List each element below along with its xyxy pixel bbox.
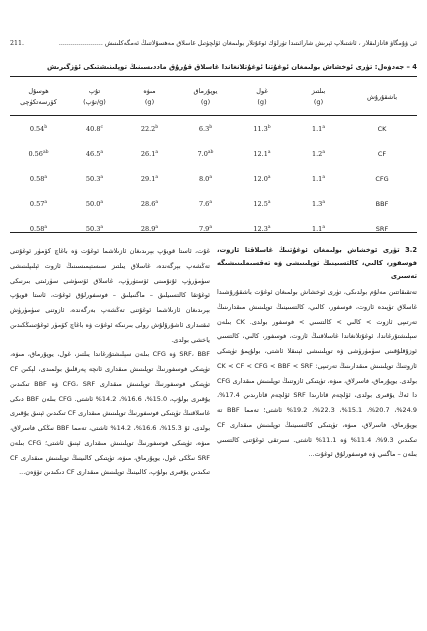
cell-value: SRF <box>375 225 389 234</box>
table-body <box>10 116 417 242</box>
cell-value: 50.3 <box>85 225 101 234</box>
table-cell <box>290 166 347 191</box>
significance-letter: ab <box>207 149 214 155</box>
cell-value: 11.3 <box>253 124 268 133</box>
right-column <box>217 244 417 462</box>
row-label <box>347 217 417 242</box>
column-header: تۇپ (g/تۇپ) <box>83 87 106 106</box>
cell-value: CK <box>377 124 387 133</box>
cell-value: 46.5 <box>85 149 101 158</box>
cell-value: 7.9 <box>198 225 210 234</box>
cell-value: 1.1 <box>311 175 323 184</box>
cell-value: 50.0 <box>85 200 101 209</box>
table-cell <box>67 116 122 141</box>
cell-value: 0.56 <box>28 149 43 158</box>
data-table <box>10 78 417 242</box>
cell-value: 1.1 <box>311 124 323 133</box>
cell-value: 40.8 <box>85 124 101 133</box>
table-cell <box>234 116 290 141</box>
table-cell <box>290 192 347 217</box>
cell-value: 1.3 <box>311 200 323 209</box>
table-cell <box>122 116 177 141</box>
significance-letter: a <box>44 225 48 231</box>
table-cell <box>290 141 347 166</box>
table-cell <box>234 217 290 242</box>
cell-value: BBF <box>375 200 389 209</box>
table-cell <box>177 141 234 166</box>
significance-letter: c <box>100 124 103 130</box>
column-header: مىۋە (g) <box>143 87 156 106</box>
table-cell <box>177 166 234 191</box>
table-cell <box>10 141 67 166</box>
cell-value: 12.3 <box>253 225 268 234</box>
significance-letter: b <box>267 124 271 130</box>
row-label <box>347 116 417 141</box>
table-cell <box>234 166 290 191</box>
running-head <box>10 38 417 50</box>
cell-value: CFG <box>375 174 389 183</box>
significance-letter: a <box>209 200 213 206</box>
cell-value: 12.5 <box>253 200 268 209</box>
significance-letter: a <box>267 149 271 155</box>
paragraph: SRF، BBF ۋە CFG بىلەن سېلىشتۇرغاندا يىلتىز، غول، يوپۇرماق، مىۋە، تۈپتىكى فوسفورنىڭ توپلىنىش مىقدارى ئانچە پەرقلىق بولمىدى، لېكىن CF تۈپتىكى فوسفورنىڭ توپلىنىش مىقدارى CFG، SRF ۋە BBF تىكىدىن يۇقىرى بولۇپ، 15.0%، 16.6%، 14.2% ئاشتى. CFG بىلەن BBF دىكى غاسلاقنىڭ تۈپتىكى فوسفورنىڭ توپلىنىش مىقدارى CF تىكىدىن ئېنىق يۇقىرى بولدى، ئۇ 15.3%، 16.6%، 14.2% ئاشتى، تەمما BBF نىڭكى فاسرلاق، مىۋە، تۈپتىكى فوسفورنىڭ توپلىنىش مىقدارى ئېنىق ئاشتى؛ CFG بىلەن SRF نىڭكى غول، يوپۇرماق، مىۋە، تۈپتىكى كالىينىڭ توپلىنىش مىقدارى CF تىكىدىن يۇقىرى بولۇپ، كالىينىڭ توپلىنىش مىقدارى CF دىكىدىن تۆۋەن... <box>10 350 211 477</box>
row-label <box>347 192 417 217</box>
significance-letter: a <box>209 225 213 231</box>
table-cell <box>177 192 234 217</box>
left-column <box>10 244 210 480</box>
column-header: ھوسۇل كۆرسەتكۈچى <box>20 87 57 106</box>
cell-value: 8.0 <box>198 175 210 184</box>
cell-value: 1.1 <box>311 225 323 234</box>
column-header: بىلتىز (g) <box>311 87 326 106</box>
table-cell <box>122 217 177 242</box>
significance-letter: a <box>155 200 159 206</box>
table-row <box>10 166 417 191</box>
significance-letter: a <box>155 225 159 231</box>
significance-letter: b <box>44 124 48 130</box>
table-cell <box>234 192 290 217</box>
cell-value: 0.58 <box>29 175 45 184</box>
table-cell <box>67 141 122 166</box>
running-title: ئى ۋۇمگاۋ قانازلىقلار ، ئاشتىلاپ ئېرىش شارائىتىدا تۈرلۈك ئوغۇتلار بولىمغان ئۆلچۈتىل غاسلاق مەھسۇلاتنىڭ ئەمگەكلىنىش ...................... <box>58 40 417 47</box>
cell-value: 1.2 <box>311 149 323 158</box>
table-cell <box>67 192 122 217</box>
cell-value: 0.58 <box>29 225 45 234</box>
cell-value: 7.0 <box>197 149 208 158</box>
paragraph: غۇت، ئاستا قويۇپ بېرىدىغان ئازىلاشما ئوغۇت ۋە باغاچ كۆمۈر ئوغۇتنى تەڭشەپ بېرگەندە، غاسلاق يىلتىز سىستېمىسىنىڭ ئازوت ئېلىپلىنىشى سۈمۈرۈپ ئۇنۇمىنى ئۆستۈرۈپ، غاسلاق ئۆسۈشى سۈرئىتى بىرنىكى ئوغۇتقا كالتسىيلىق – ماگنىيلىق – فوسفورلۇق ئوغۇت، ئاستا قويۇپ بېرىدىغان ئازىلاشما ئوغۇتنى تەڭشەپ بەرگەندە، ئازوتنى سۈمۈرۈش ئىقتىدارى ئاشۇرۇلۇش رولى بىرنىكە ئوغۇت ۋە باغاچ كۆمۈر ئوغۇتىنىڭكىدىن ياخشى بولدى. <box>10 247 210 344</box>
significance-letter: a <box>267 225 271 231</box>
table-cell <box>10 217 67 242</box>
cell-value: 12.1 <box>253 149 268 158</box>
table-row <box>10 116 417 141</box>
table-row <box>10 141 417 166</box>
cell-value: 22.2 <box>140 124 156 133</box>
significance-letter: ab <box>42 149 49 155</box>
significance-letter: a <box>100 174 104 180</box>
cell-value: 0.54 <box>29 124 45 133</box>
table-cell <box>10 166 67 191</box>
significance-letter: a <box>100 200 104 206</box>
table-cell <box>67 217 122 242</box>
table-cell <box>10 192 67 217</box>
cell-value: 50.3 <box>85 175 101 184</box>
cell-value: 26.1 <box>140 149 156 158</box>
table-cell <box>290 116 347 141</box>
significance-letter: a <box>322 124 326 130</box>
significance-letter: a <box>322 174 326 180</box>
table-cell <box>122 141 177 166</box>
row-label <box>347 166 417 191</box>
table-cell <box>234 141 290 166</box>
table-cell <box>10 116 67 141</box>
cell-value: 7.6 <box>198 200 210 209</box>
significance-letter: a <box>322 225 326 231</box>
cell-value: CF <box>377 149 387 158</box>
cell-value: 6.3 <box>198 124 210 133</box>
column-header: غول (g) <box>256 87 268 106</box>
significance-letter: b <box>209 124 213 130</box>
cell-value: 28.6 <box>140 200 156 209</box>
row-label <box>347 141 417 166</box>
significance-letter: a <box>267 174 271 180</box>
significance-letter: a <box>155 174 159 180</box>
column-header: باشقۇرۇش <box>366 92 398 101</box>
significance-letter: a <box>322 200 326 206</box>
table-row <box>10 217 417 242</box>
column-header: يوپۇرماق (g) <box>193 87 218 106</box>
significance-letter: a <box>100 149 104 155</box>
significance-letter: a <box>44 174 48 180</box>
cell-value: 0.57 <box>29 200 45 209</box>
significance-letter: a <box>322 149 326 155</box>
table-cell <box>177 116 234 141</box>
table-cell <box>122 166 177 191</box>
table-row <box>10 192 417 217</box>
table-header-row <box>10 78 417 116</box>
significance-letter: a <box>155 149 159 155</box>
significance-letter: a <box>209 174 213 180</box>
cell-value: 28.9 <box>140 225 156 234</box>
table-cell <box>290 217 347 242</box>
table-cell <box>67 166 122 191</box>
section-heading: 3.2 تۈرى ئوخشاش بولىمغان ئوغۇتنىڭ غاسلاقتا ئازوت، فوسفور، كالىي، كالتسىينىڭ توپلىنىشى ۋە تەقسىملىنىشىگە تەسىرى <box>217 246 417 280</box>
page-number: .211 <box>10 40 25 47</box>
significance-letter: a <box>100 225 104 231</box>
table-cell <box>177 217 234 242</box>
significance-letter: b <box>155 124 159 130</box>
table-cell <box>122 192 177 217</box>
table-caption: 4 – جەدۋەل: تۈرى ئوخشاش بولىمغان ئوغۇتنا ئوغۇتلانغاندا غاسلاق قۇرۇق ماددىسىنىڭ توپلىنىشتىكى ئۆزگىرىش <box>47 63 417 71</box>
significance-letter: a <box>267 200 271 206</box>
cell-value: 29.1 <box>140 175 156 184</box>
paragraph: تەتقىقاتتىن مەلۇم بولدىكى، تۈرى ئوخشاش بولمىغان ئوغۇت باشقۇرۇشىدا غاسلاق تۈپىدە ئازوت، فوسفور، كالىي، كالتسىينىڭ توپلىنىش مىقدارىنىڭ تەرتىپى ئازوت > كالىي > كالتسىي > فوسفور بولدى. CK بىلەن سېلىشتۇرغاندا، ئوغۇتلانغاندا غاسلاقنىڭ ئازوت، فوسفور، كالىي، كالتسىي ئوزۇقلۇقىنى سۈمۈرۈشى ۋە توپلىنىشى ئېنىقلا ئاشتى، بولۇپمۇ تۈپتىكى ئازوتنىڭ توپلىنىش مىقدارىنىڭ تەرتىپى: CK < CF < CFG < BBF < SRF بولدى. يوپۇرماق، فاسرلاق، مىۋە، تۈپتىكى ئازوتنىڭ توپلىنىش مىقدارى CFG دا ئەڭ يۇقىرى بولدى، ئۆلچەم قاتارىدا SRF ئۆلچەم قاتارىدىن 17.4%، 24.9%، 20.7%، 15.1%، 22.3%، 19.2% ئاشتى؛ تەمما BBF تە يوپۇرماق، فاسرلاق، مىۋە، تۈپتىكى كالتسىينىڭ توپلىنىش مىقدارى CF تىكىدىن 9.3%، 11.4% ۋە 11.1% ئاشتى. سىرتقى ئوغۇتنى كالتسىي بىلەن – ماگنىي ۋە فوسفورلۇق ئوغۇت... <box>217 288 418 459</box>
cell-value: 12.0 <box>253 175 268 184</box>
significance-letter: a <box>44 200 48 206</box>
